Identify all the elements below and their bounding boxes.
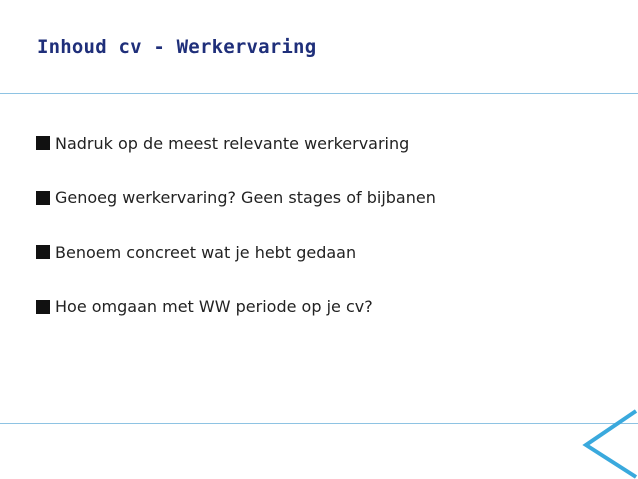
title-divider xyxy=(0,93,638,94)
list-item xyxy=(36,130,436,156)
bullet-text: Benoem concreet wat je hebt gedaan xyxy=(55,242,357,262)
bullet-list xyxy=(36,130,436,348)
square-bullet-icon xyxy=(36,191,50,205)
bullet-text: Nadruk op de meest relevante werkervaring xyxy=(55,133,410,153)
square-bullet-icon xyxy=(36,300,50,314)
list-item xyxy=(36,185,436,211)
list-item xyxy=(36,239,436,265)
footer-divider xyxy=(0,423,638,424)
square-bullet-icon xyxy=(36,245,50,259)
square-bullet-icon xyxy=(36,136,50,150)
chevron-left-icon xyxy=(578,409,638,479)
slide-title: Inhoud cv - Werkervaring xyxy=(37,36,317,58)
bullet-text: Hoe omgaan met WW periode op je cv? xyxy=(55,297,373,316)
list-item xyxy=(36,294,436,320)
bullet-text: Genoeg werkervaring? Geen stages of bijbanen xyxy=(55,188,436,207)
